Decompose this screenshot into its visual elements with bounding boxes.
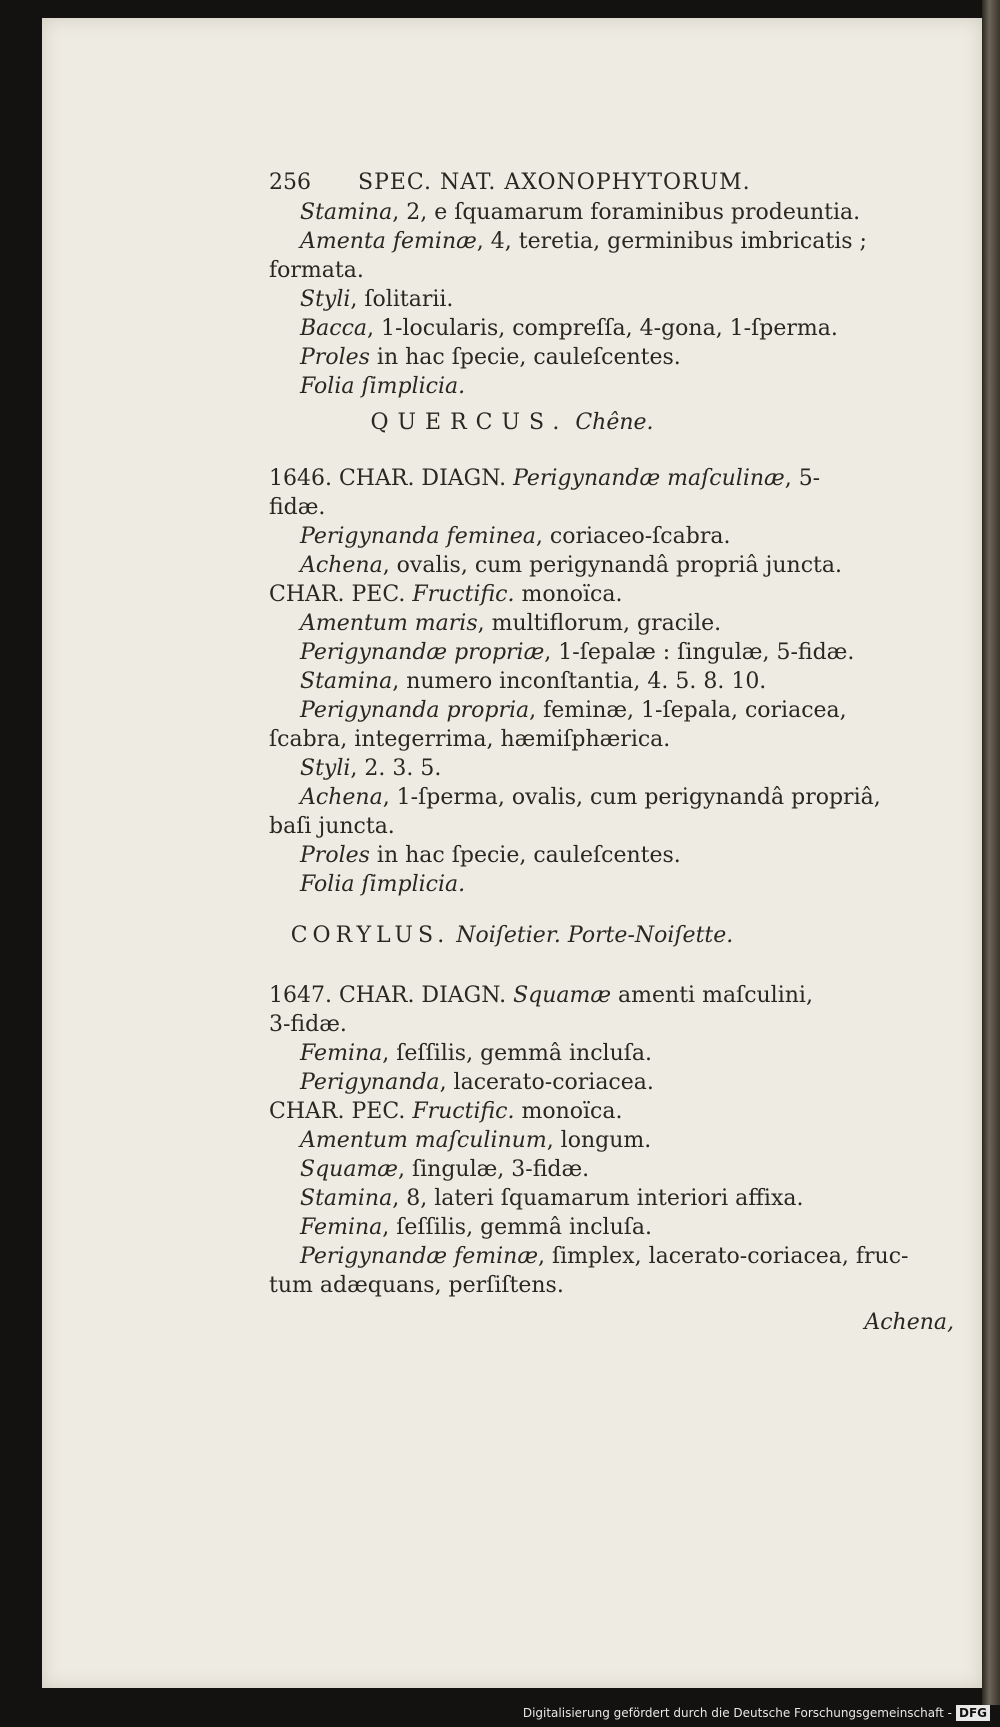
text-line [300,696,847,725]
line-text: CHAR. PEC. [269,1099,413,1124]
italic-term: Femina [300,1041,383,1066]
genus-name: QUERCUS. [370,410,569,435]
italic-term: Perigynanda [300,1070,440,1095]
italic-term: Proles [300,345,370,370]
line-text: , 1-ſperma, ovalis, cum perigynandâ propriâ, [382,785,881,810]
line-text: 1646. CHAR. DIAGN. [269,466,514,491]
page-number: 256 [269,170,311,195]
line-text: , ſingulæ, 3-fidæ. [397,1157,590,1182]
text-line [300,198,860,227]
book-page [42,18,982,1688]
italic-term: Femina [300,1215,383,1240]
line-text: , 2. 3. 5. [350,756,442,781]
italic-term: Fructific. [412,582,515,607]
text-line [300,1039,652,1068]
italic-term: Stamina [300,1186,393,1211]
line-text: formata. [269,258,364,283]
italic-term: Folia ſimplicia. [300,374,466,399]
digitization-credit [523,1705,990,1721]
text-line [300,1242,908,1271]
line-text: , 2, e ſquamarum foraminibus prodeuntia. [392,200,861,225]
line-text: ſcabra, integerrima, hæmiſphærica. [269,727,671,752]
text-line [269,1271,564,1300]
italic-term: Perigynanda propria [300,698,530,723]
text-line [300,841,681,870]
line-text: , ovalis, cum perigynandâ propriâ juncta. [382,553,842,578]
line-text: , 1-ſepalæ : ſingulæ, 5-fidæ. [544,640,855,665]
italic-term: Achena [300,553,383,578]
line-text: , ſimplex, lacerato-coriacea, fruc- [538,1244,909,1269]
italic-term: Folia ſimplicia. [300,872,466,897]
italic-term: Amenta feminæ [300,229,477,254]
italic-term: Styli [300,756,351,781]
text-line [300,667,766,696]
text-line [269,464,820,493]
italic-term: Perigynandæ maſculinæ [513,466,785,491]
line-text: , 1-locularis, compreſſa, 4-gona, 1-ſperma. [367,316,838,341]
line-text: , 4, teretia, germinibus imbricatis ; [476,229,867,254]
catchword: Achena, [864,1310,954,1335]
text-line [300,1213,652,1242]
text-line [300,1068,654,1097]
text-line [300,1126,651,1155]
line-text: monoïca. [514,1099,623,1124]
italic-term: Stamina [300,669,393,694]
text-line [300,551,842,580]
italic-term: Perigynandæ feminæ [300,1244,539,1269]
italic-term: Perigynanda feminea [300,524,536,549]
text-line [300,314,838,343]
line-text: , feminæ, 1-ſepala, coriacea, [529,698,847,723]
text-line [300,372,465,401]
text-line [269,812,395,841]
text-line [269,725,670,754]
text-line [300,754,441,783]
credit-text: Digitalisierung gefördert durch die Deutsche Forschungsgemeinschaft - [522,1706,952,1720]
section-heading-quercus [42,408,982,437]
line-text: , coriaceo-ſcabra. [535,524,731,549]
line-text: , 8, lateri ſquamarum interiori affixa. [392,1186,804,1211]
text-line [300,638,854,667]
text-line [300,1184,803,1213]
genus-french: Noiſetier. Porte-Noiſette. [456,923,734,948]
dfg-logo: DFG [956,1705,990,1721]
italic-term: Amentum maſculinum [300,1128,547,1153]
italic-term: Perigynandæ propriæ [300,640,545,665]
line-text: 3-fidæ. [269,1012,347,1037]
text-line [300,783,881,812]
line-text: fidæ. [269,495,326,520]
line-text: , numero inconſtantia, 4. 5. 8. 10. [392,669,767,694]
italic-term: Styli [300,287,351,312]
section-heading-corylus [42,921,982,950]
line-text: amenti maſculini, [611,983,813,1008]
genus-french: Chêne. [575,410,654,435]
text-line [269,981,813,1010]
text-line [269,1010,347,1039]
line-text: , longum. [546,1128,652,1153]
italic-term: Proles [300,843,370,868]
page-text [42,18,982,1688]
line-text: , 5- [784,466,821,491]
line-text: 1647. CHAR. DIAGN. [269,983,514,1008]
running-title: SPEC. NAT. AXONOPHYTORUM. [358,170,751,195]
italic-term: Achena [300,785,383,810]
genus-name: CORYLUS. [290,923,450,948]
line-text: , lacerato-coriacea. [439,1070,654,1095]
line-text: , multiflorum, gracile. [477,611,722,636]
line-text: baſi juncta. [269,814,395,839]
line-text: in hac ſpecie, cauleſcentes. [369,345,681,370]
italic-term: Squamæ [300,1157,398,1182]
text-line [269,256,364,285]
page-header [269,168,751,197]
line-text: , ſeſſilis, gemmâ incluſa. [382,1215,653,1240]
text-line [300,522,730,551]
line-text: monoïca. [514,582,623,607]
italic-term: Bacca [300,316,368,341]
text-line [269,580,622,609]
text-line [300,1155,589,1184]
text-line [300,285,453,314]
line-text: CHAR. PEC. [269,582,413,607]
text-line [269,1097,622,1126]
italic-term: Stamina [300,200,393,225]
line-text: in hac ſpecie, cauleſcentes. [369,843,681,868]
italic-term: Amentum maris [300,611,478,636]
page-edge [982,0,1000,1705]
line-text: , ſolitarii. [350,287,454,312]
line-text: , ſeſſilis, gemmâ incluſa. [382,1041,653,1066]
text-line [269,493,325,522]
italic-term: Fructific. [412,1099,515,1124]
text-line [300,609,721,638]
text-line [300,870,465,899]
text-line [300,227,867,256]
text-line [300,343,681,372]
italic-term: Squamæ [513,983,612,1008]
line-text: tum adæquans, perſiſtens. [269,1273,564,1298]
